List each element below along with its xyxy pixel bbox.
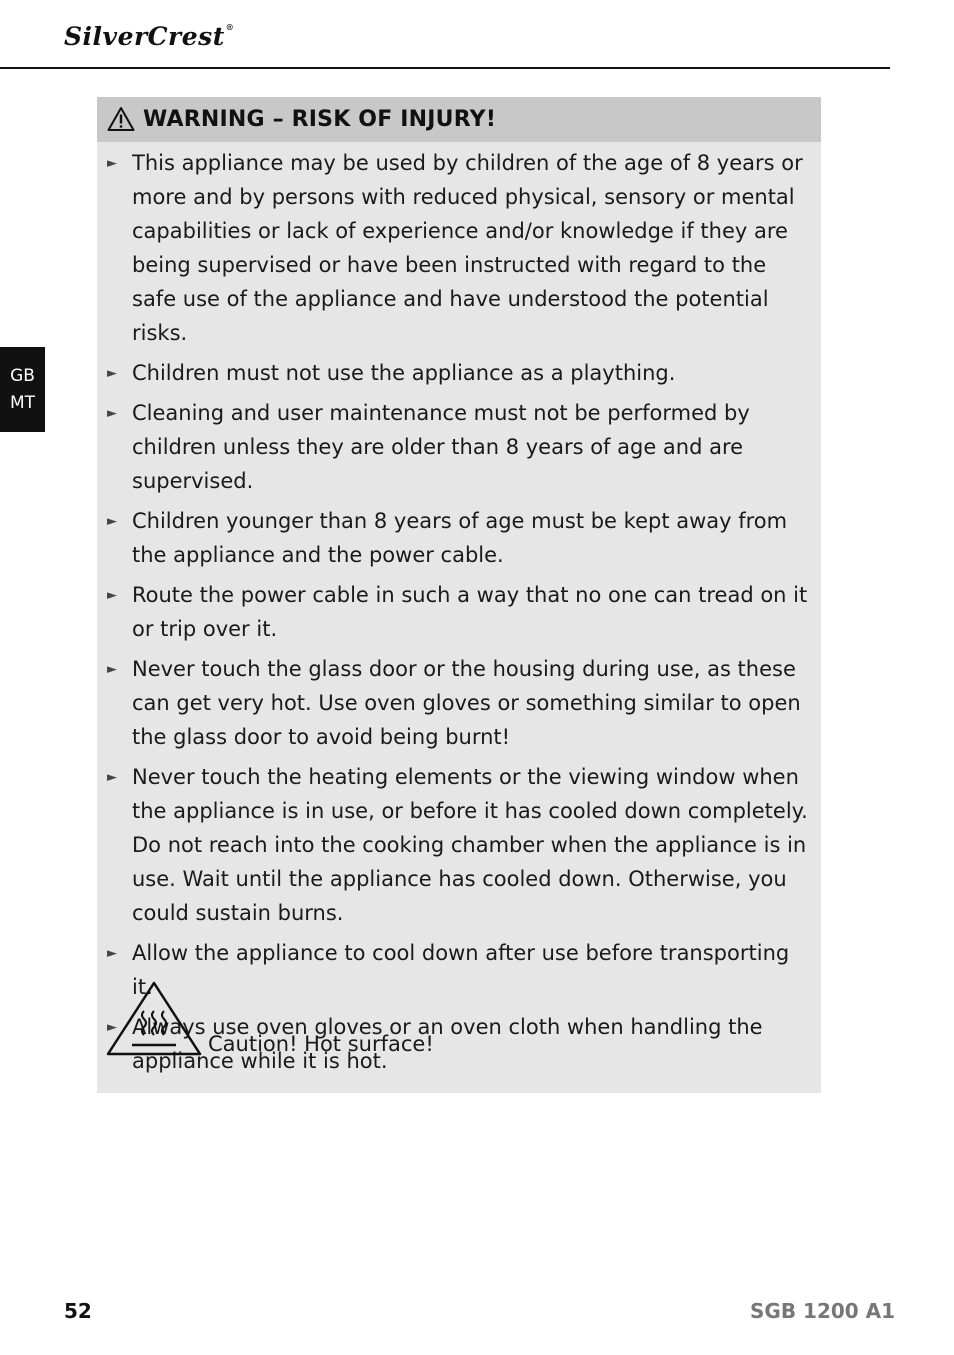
warning-box [97, 97, 821, 1093]
triangle-bullet-icon: ► [107, 662, 117, 677]
model-number: SGB 1200 A1 [750, 1299, 896, 1323]
header-rule [0, 67, 890, 69]
brand-name: SilverCrest [64, 22, 225, 51]
triangle-bullet-icon: ► [107, 1020, 117, 1035]
list-item [97, 1010, 812, 1078]
list-item-text: Children must not use the appliance as a plaything. [132, 361, 676, 385]
hot-surface-caption: Caution! Hot surface! [208, 1032, 434, 1056]
list-item [97, 578, 812, 646]
trademark-mark: ® [225, 22, 235, 32]
triangle-bullet-icon: ► [107, 770, 117, 785]
triangle-bullet-icon: ► [107, 406, 117, 421]
warning-title: WARNING – RISK OF INJURY! [143, 107, 497, 132]
list-item-text: Never touch the heating elements or the viewing window when the appliance is in use, or before it has cooled down completely. Do not reach into the cooking chamber when the appliance is in use. Wait until the appliance has cooled down. Otherwise, you could sustain burns. [132, 765, 808, 925]
triangle-bullet-icon: ► [107, 156, 117, 171]
language-tab [0, 347, 45, 432]
warning-triangle-icon [107, 106, 135, 132]
triangle-bullet-icon: ► [107, 588, 117, 603]
list-item-text: Allow the appliance to cool down after use before transporting it. [132, 941, 790, 999]
language-code-mt: MT [9, 392, 36, 413]
list-item [97, 652, 812, 754]
warning-header [97, 97, 821, 142]
hot-surface-icon [106, 981, 202, 1057]
triangle-bullet-icon: ► [107, 514, 117, 529]
language-code-gb: GB [10, 365, 35, 386]
list-item-text: This appliance may be used by children of the age of 8 years or more and by persons with reduced physical, sensory or mental capabilities or lack of experience and/or knowledge if they are being supervised or have been instructed with regard to the safe use of the appliance and have understood the potential risks. [132, 151, 803, 345]
list-item [97, 936, 812, 1004]
list-item-text: Never touch the glass door or the housing during use, as these can get very hot. Use oven gloves or something similar to open the glass door to avoid being burnt! [132, 657, 801, 749]
list-item [97, 504, 812, 572]
triangle-bullet-icon: ► [107, 366, 117, 381]
list-item-text: Always use oven gloves or an oven cloth when handling the appliance while it is hot. [132, 1015, 763, 1073]
page-number: 52 [64, 1299, 92, 1323]
warning-list [97, 146, 821, 1084]
list-item-text: Children younger than 8 years of age must be kept away from the appliance and the power cable. [132, 509, 788, 567]
triangle-bullet-icon: ► [107, 946, 117, 961]
list-item-text: Cleaning and user maintenance must not be performed by children unless they are older than 8 years of age and are supervised. [132, 401, 750, 493]
list-item-text: Route the power cable in such a way that no one can tread on it or trip over it. [132, 583, 808, 641]
list-item [97, 760, 812, 930]
brand-logo [64, 22, 234, 51]
list-item [97, 356, 812, 390]
list-item [97, 146, 812, 350]
list-item [97, 396, 812, 498]
